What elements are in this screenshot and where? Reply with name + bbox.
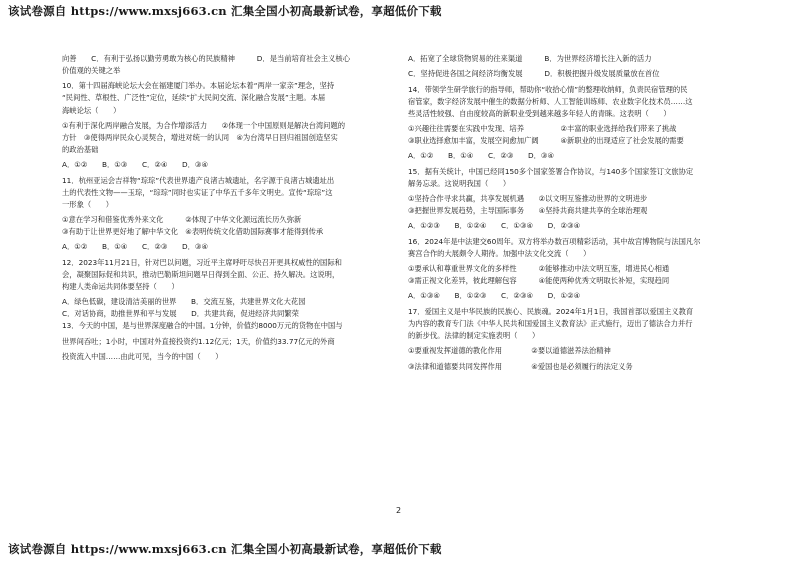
right-column-line: 些灵活性较强、自由度较高的新职业受到越来越多年轻人的青睐。这表明（ ） <box>408 108 671 118</box>
left-column-line: 10．第十四届海峡论坛大会在福建厦门举办。本届论坛本着“两岸一家亲”理念，坚持 <box>62 81 335 91</box>
left-column-line: 海峡论坛（ ） <box>62 105 121 115</box>
right-column-line: ③职业选择愈加丰富，发展空间愈加广阔 ④新职业的出现适应了社会发展的需要 <box>408 136 684 146</box>
right-column-line: ③需正视文化差异，彼此理解包容 ④能使两种优秀文明取长补短，实现趋同 <box>408 276 670 286</box>
left-column-line: 会，凝聚国际促和共识，推动巴勒斯坦问题早日得到全面、公正、持久解决。这说明， <box>62 269 340 279</box>
left-column-line: “民间性、草根性、广泛性”定位，延续“扩大民间交流、深化融合发展”主题。本届 <box>62 93 326 103</box>
left-column-line: 投资流入中国……由此可见，当今的中国（ ） <box>62 351 223 361</box>
left-column-line: C．对话协商，助推世界和平与发展 D．共建共商，促进经济共同繁荣 <box>62 309 299 319</box>
right-column-line: 的新步伐。法律的制定实施表明（ ） <box>408 330 540 340</box>
right-column-line: C．坚持促进各国之间经济均衡发展 D．积极把握升级发展质量放在首位 <box>408 69 660 79</box>
left-column-line: ③有助于让世界更好地了解中华文化 ④表明传统文化借助国际赛事才能得到传承 <box>62 227 324 237</box>
right-column-line: ③把握世界发展趋势，主导国际事务 ④坚持共商共建共享的全球治理观 <box>408 206 648 216</box>
left-column <box>62 53 387 363</box>
left-column-line: A．①② B．①③ C．②④ D．③④ <box>62 160 209 170</box>
left-column-line: 12．2023年11月21日，针对巴以问题，习近平主席呼吁尽快召开更具权威性的国际和 <box>62 257 342 267</box>
right-column-line: 17．爱国主义是中华民族的民族心、民族魂。2024年1月1日，我国首部以爱国主义教育 <box>408 306 694 316</box>
right-column-line: ③法律和道德要共同发挥作用 ④爱国也是必须履行的法定义务 <box>408 361 633 371</box>
right-column <box>408 53 733 373</box>
right-column-line: ①要重视发挥道德的教化作用 ②要以道德滋养法治精神 <box>408 346 611 356</box>
left-column-line: 向善 C．有利于弘扬以勤劳勇敢为核心的民族精神 D．是当前培育社会主义核心 <box>62 54 350 63</box>
source-banner-top: 该试卷源自 https://www.mxsj663.cn 汇集全国小初高最新试卷，享超低价下载 <box>8 4 442 18</box>
right-column-line: ①要承认和尊重世界文化的多样性 ②能够推动中法文明互鉴，增进民心相通 <box>408 264 670 274</box>
left-column-line: 一形象（ ） <box>62 199 114 209</box>
left-column-line: 的政治基础 <box>62 145 99 155</box>
right-column-line: 15．据有关统计，中国已经同150多个国家签署合作协议，与140多个国家签订文旅协定 <box>408 166 694 176</box>
right-column-line: 为内容的教育专门法《中华人民共和国爱国主义教育法》正式施行，迈出了德法合力并行 <box>408 318 693 328</box>
left-column-line: 世界间吞吐；1小时，中国对外直接投资约1.12亿元；1天，价值约33.77亿元的外商 <box>62 336 335 346</box>
left-column-line: A．绿色低碳，建设清洁美丽的世界 B．交流互鉴，共建世界文化大花园 <box>62 297 306 307</box>
left-column-line: A．①② B．①④ C．②③ D．③④ <box>62 242 209 252</box>
right-column-line: 宿管家，数字经济发展中催生的数据分析师、人工智能训练师、农业数字化技术员……这 <box>408 96 693 106</box>
source-banner-bottom: 该试卷源自 https://www.mxsj663.cn 汇集全国小初高最新试卷，享超低价下载 <box>8 542 442 556</box>
right-column-line: A．①② B．①④ C．②③ D．③④ <box>408 151 555 161</box>
left-column-line: 方针 ③使得两岸民众心灵契合，增进对统一的认同 ④为台湾早日回归祖国创造坚实 <box>62 132 338 142</box>
left-column-line: 土的代表性文物——玉琮，“琮琮”同时也实证了中华五千多年文明史。宣传“琮琮”这 <box>62 187 333 197</box>
right-column-line: 解务忘录。这说明我国（ ） <box>408 178 511 188</box>
right-column-line: ①坚持合作寻求共赢，共享发展机遇 ②以文明互鉴推动世界的文明进步 <box>408 194 648 204</box>
left-column-line: 构建人类命运共同体要坚持（ ） <box>62 281 179 291</box>
right-column-line: ①兴趣往往需要在实践中发现、培养 ②丰富的职业选择给我们带来了挑战 <box>408 124 677 134</box>
right-column-line: 赛宫合作的大展颇令人期待。加强中法文化交流（ ） <box>408 248 591 258</box>
right-column-line: 16．2024年是中法建交60周年。双方将举办数百项精彩活动，其中故宫博物院与法国凡尔 <box>408 236 701 246</box>
right-column-line: A．拓宽了全球货物贸易的往来渠道 B．为世界经济增长注入新的活力 <box>408 54 652 63</box>
right-column-line: A．①③④ B．①②③ C．②③④ D．①②④ <box>408 291 581 301</box>
right-column-line: 14．带领学生研学旅行的指导师，帮助你“收拾心情”的整理收纳师，负责民宿管理的民 <box>408 84 688 94</box>
left-column-line: 13．今天的中国，是与世界深度融合的中国。1分钟，价值约8000万元的货物在中国与 <box>62 321 343 331</box>
right-column-line: A．①②③ B．①②④ C．①③④ D．②③④ <box>408 221 581 231</box>
left-column-line: 价值观的关键之举 <box>62 66 121 76</box>
left-column-line: ①有利于深化两岸融合发展，为合作增添活力 ②体现一个中国原则是解决台湾问题的 <box>62 120 346 130</box>
left-column-line: ①意在学习和借鉴优秀外来文化 ②体现了中华文化源远流长历久弥新 <box>62 215 302 225</box>
left-column-line: 11．杭州亚运会吉祥物“琮琮”代表世界遗产良渚古城遗址，名字源于良渚古城遗址出 <box>62 175 335 185</box>
page-number: 2 <box>396 506 402 515</box>
